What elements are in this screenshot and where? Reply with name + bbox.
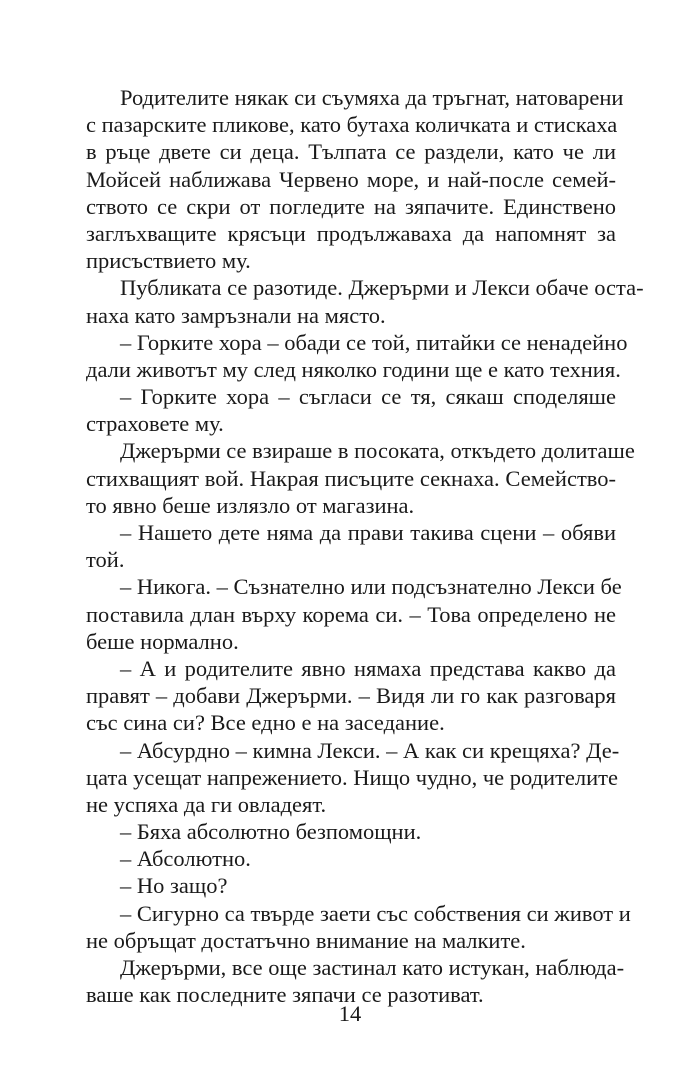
text-line: поставила длан върху корема си. – Това определено не	[86, 601, 616, 627]
text-line: цата усещат напрежението. Нищо чудно, че родителите	[86, 764, 619, 790]
text-line: не успяха да ги овладеят.	[86, 791, 327, 817]
text-line: – А и родителите явно нямаха представа какво да	[120, 655, 616, 681]
text-line: то явно беше излязло от магазина.	[86, 492, 415, 518]
text-line: Публиката се разотиде. Джерърми и Лекси обаче оста-	[120, 275, 644, 301]
text-body	[86, 84, 644, 1008]
text-line: стихващият вой. Накрая писъците секнаха. Семейство-	[86, 465, 616, 491]
text-line: Родителите някак си съумяха да тръгнат, натоварени	[120, 85, 624, 110]
text-line: Джерърми, все още застинал като истукан, наблюда-	[120, 955, 625, 980]
text-line: – Но защо?	[120, 873, 228, 899]
text-line: той.	[86, 547, 125, 573]
text-line: – Бяха абсолютно безпомощни.	[120, 819, 422, 845]
text-line: ството се скри от погледите на зяпачите. Единствено	[86, 193, 616, 219]
text-line: Мойсей наближава Червено море, и най-после семей-	[86, 166, 616, 192]
text-line: беше нормално.	[86, 628, 239, 654]
text-line: – Горките хора – съгласи се тя, сякаш споделяше	[120, 384, 616, 410]
text-line: присъствието му.	[86, 248, 251, 274]
text-line: – Нашето дете няма да прави такива сцени – обяви	[120, 520, 616, 545]
page-number: 14	[338, 1001, 362, 1026]
text-line: със сина си? Все едно е на заседание.	[86, 710, 445, 736]
text-line: – Абсолютно.	[120, 846, 251, 872]
text-line: – Абсурдно – кимна Лекси. – А как си крещяха? Де-	[120, 737, 620, 763]
text-line: дали животът му след няколко години ще е като техния.	[86, 356, 621, 382]
text-line: не обръщат достатъчно внимание на малките.	[86, 927, 526, 953]
text-line: Джерърми се взираше в посоката, откъдето долиташе	[120, 438, 635, 464]
text-line: ваше как последните зяпачи се разотиват.	[86, 982, 484, 1008]
text-line: – Никога. – Съзнателно или подсъзнателно Лекси бе	[120, 574, 622, 600]
text-line: заглъхващите крясъци продължаваха да напомнят за	[86, 220, 616, 246]
text-line: с пазарските пликове, като бутаха количката и стискаха	[86, 112, 618, 138]
text-line: правят – добави Джерърми. – Видя ли го как разговаря	[86, 683, 616, 709]
text-line: – Горките хора – обади се той, питайки се ненадейно	[120, 329, 628, 355]
text-line: страховете му.	[86, 411, 224, 437]
text-line: наха като замръзнали на място.	[86, 302, 386, 328]
text-line: – Сигурно са твърде заети със собствения си живот и	[120, 900, 631, 926]
text-line: в ръце двете си деца. Тълпата се раздели, като че ли	[86, 139, 616, 165]
